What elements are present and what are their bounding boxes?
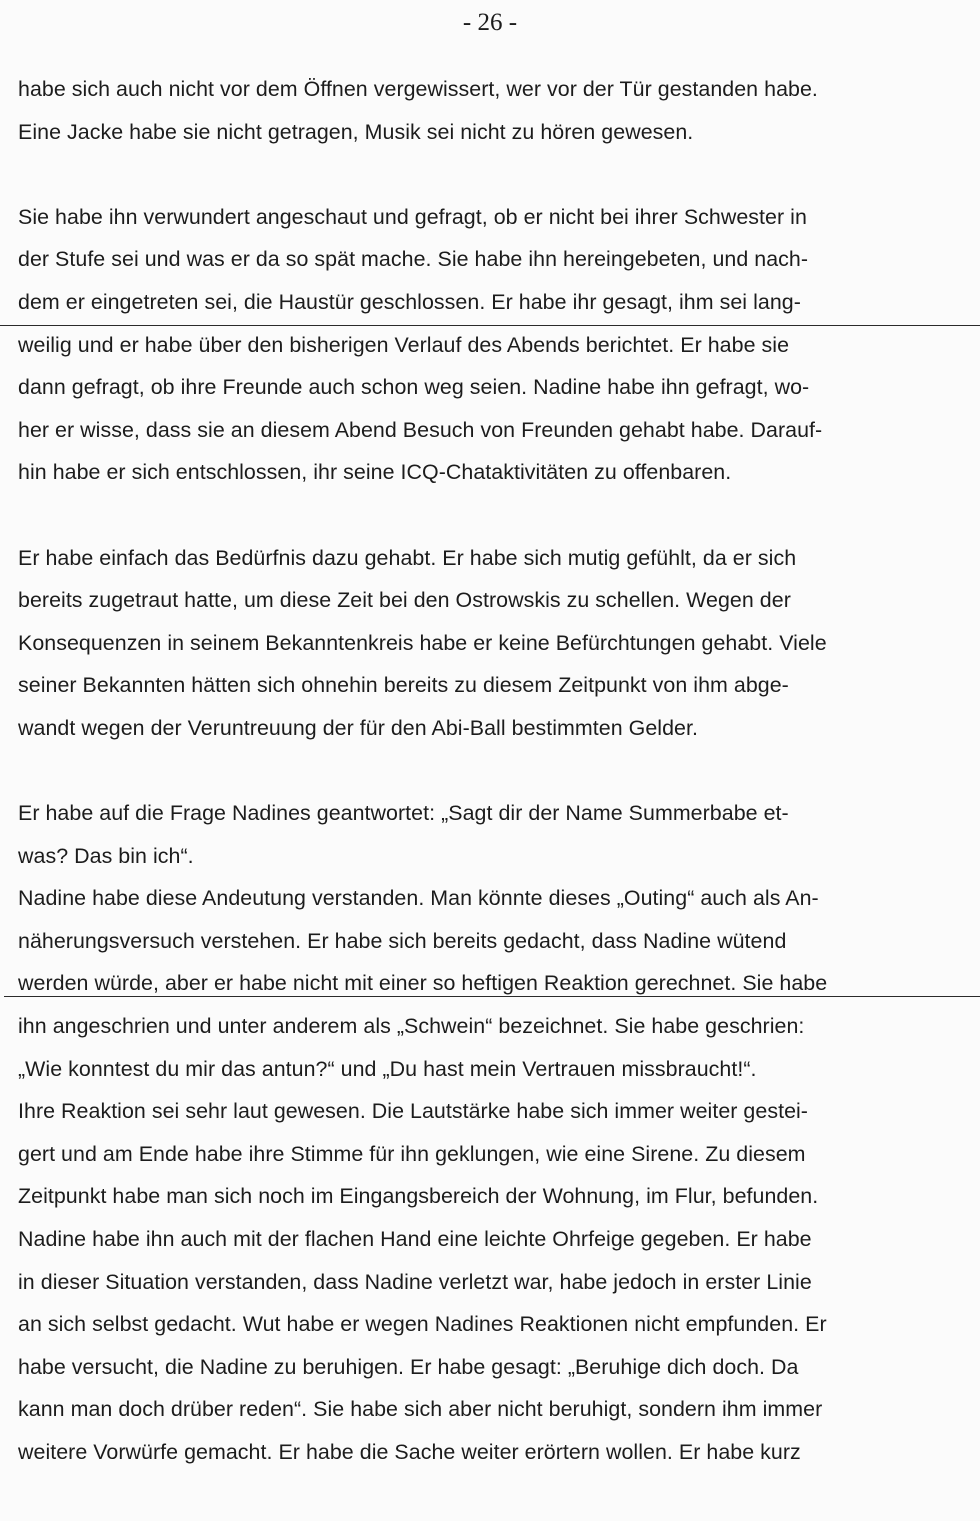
text-line: Nadine habe ihn auch mit der flachen Hand eine leichte Ohrfeige gegeben. Er habe bbox=[18, 1227, 812, 1252]
text-line: habe versucht, die Nadine zu beruhigen. Er habe gesagt: „Beruhige dich doch. Da bbox=[18, 1354, 799, 1379]
text-line: weilig und er habe über den bisherigen Verlauf des Abends berichtet. Er habe sie bbox=[18, 332, 790, 357]
paragraph-gap bbox=[18, 750, 973, 793]
text-line: seiner Bekannten hätten sich ohnehin bereits zu diesem Zeitpunkt von ihm abge- bbox=[18, 673, 789, 698]
text-line: was? Das bin ich“. bbox=[18, 843, 194, 868]
text-line: „Wie konntest du mir das antun?“ und „Du hast mein Vertrauen missbraucht!“. bbox=[18, 1056, 757, 1081]
text-line: Sie habe ihn verwundert angeschaut und gefragt, ob er nicht bei ihrer Schwester in bbox=[18, 204, 807, 229]
text-line: ihn angeschrien und unter anderem als „Schwein“ bezeichnet. Sie habe geschrien: bbox=[18, 1014, 805, 1039]
text-line: wandt wegen der Veruntreuung der für den Abi-Ball bestimmten Gelder. bbox=[18, 715, 698, 740]
text-line: in dieser Situation verstanden, dass Nadine verletzt war, habe jedoch in erster Linie bbox=[18, 1269, 812, 1294]
paragraph bbox=[18, 792, 973, 877]
paragraph bbox=[18, 1090, 973, 1473]
paragraph-gap bbox=[18, 494, 973, 537]
text-line: her er wisse, dass sie an diesem Abend Besuch von Freunden gehabt habe. Darauf- bbox=[18, 417, 823, 442]
text-line: dann gefragt, ob ihre Freunde auch schon weg seien. Nadine habe ihn gefragt, wo- bbox=[18, 375, 810, 400]
paragraph-gap bbox=[18, 153, 973, 196]
text-line: kann man doch drüber reden“. Sie habe sich aber nicht beruhigt, sondern ihm immer bbox=[18, 1397, 823, 1422]
text-line: bereits zugetraut hatte, um diese Zeit bei den Ostrowskis zu schellen. Wegen der bbox=[18, 588, 791, 613]
page-number: - 26 - bbox=[462, 9, 518, 36]
text-line: Ihre Reaktion sei sehr laut gewesen. Die Lautstärke habe sich immer weiter gestei- bbox=[18, 1099, 808, 1124]
paragraph bbox=[18, 196, 973, 494]
text-line: gert und am Ende habe ihre Stimme für ihn geklungen, wie eine Sirene. Zu diesem bbox=[18, 1141, 806, 1166]
text-line: hin habe er sich entschlossen, ihr seine ICQ-Chataktivitäten zu offenbaren. bbox=[18, 460, 732, 485]
text-line: Nadine habe diese Andeutung verstanden. Man könnte dieses „Outing“ auch als An- bbox=[18, 886, 819, 911]
text-line: Er habe einfach das Bedürfnis dazu gehabt. Er habe sich mutig gefühlt, da er sich bbox=[18, 545, 797, 570]
text-line: Konsequenzen in seinem Bekanntenkreis habe er keine Befürchtungen gehabt. Viele bbox=[18, 630, 827, 655]
text-line: habe sich auch nicht vor dem Öffnen vergewissert, wer vor der Tür gestanden habe. bbox=[18, 77, 818, 101]
text-line: dem er eingetreten sei, die Haustür geschlossen. Er habe ihr gesagt, ihm sei lang- bbox=[18, 289, 801, 314]
text-line: Zeitpunkt habe man sich noch im Eingangsbereich der Wohnung, im Flur, befunden. bbox=[18, 1184, 819, 1209]
text-line: näherungsversuch verstehen. Er habe sich bereits gedacht, dass Nadine wütend bbox=[18, 928, 787, 953]
text-line: der Stufe sei und was er da so spät mache. Sie habe ihn hereingebeten, und nach- bbox=[18, 247, 809, 272]
text-line: an sich selbst gedacht. Wut habe er wegen Nadines Reaktionen nicht empfunden. Er bbox=[18, 1312, 827, 1337]
text-line: Eine Jacke habe sie nicht getragen, Musik sei nicht zu hören gewesen. bbox=[18, 119, 694, 144]
paragraph bbox=[18, 877, 973, 1090]
paragraph bbox=[18, 537, 973, 750]
text-line: weitere Vorwürfe gemacht. Er habe die Sache weiter erörtern wollen. Er habe kurz bbox=[18, 1440, 801, 1464]
body-text bbox=[18, 68, 973, 1474]
text-line: werden würde, aber er habe nicht mit einer so heftigen Reaktion gerechnet. Sie habe bbox=[18, 971, 828, 996]
paragraph bbox=[18, 68, 973, 153]
text-line: Er habe auf die Frage Nadines geantwortet: „Sagt dir der Name Summerbabe et- bbox=[18, 801, 789, 826]
